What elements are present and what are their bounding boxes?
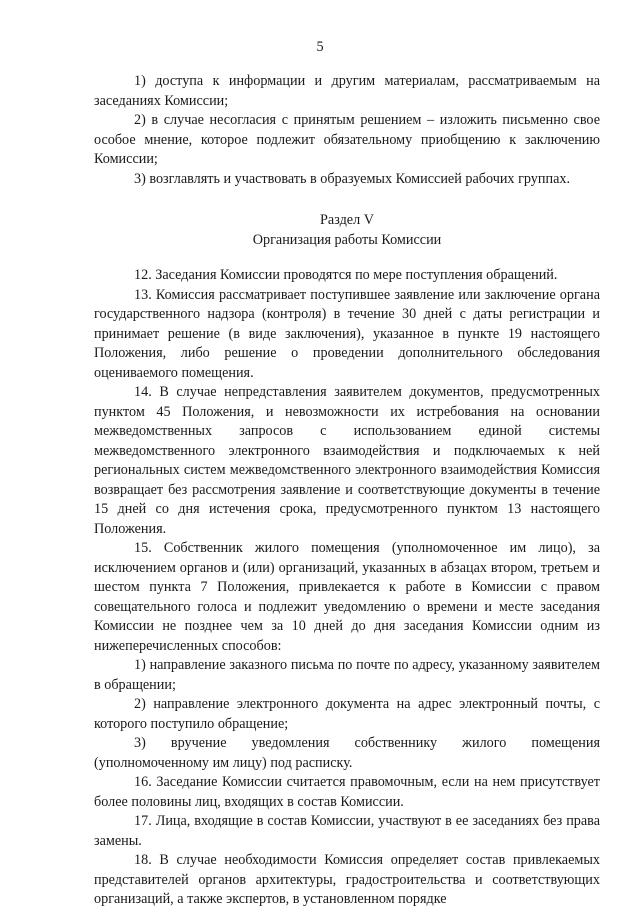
right-item-3: 3) возглавлять и участвовать в образуемых Комиссией рабочих группах. xyxy=(134,170,571,187)
document-body xyxy=(94,72,600,910)
page-number: 5 xyxy=(316,39,324,55)
paragraph-14: 14. В случае непредставления заявителем документов, предусмотренных пунктом 45 Положения, и невозможности их истребования на основании межведомственных запросов с использованием единой системы межведомственного электронного взаимодействия и подключаемых к ней региональных систем межведомственного электронного взаимодействия Комиссия возвращает без рассмотрения заявление и соответствующие документы в течение 15 дней со дня истечения срока, предусмотренного пунктом 13 настоящего Положения. xyxy=(94,384,600,537)
paragraph-13: 13. Комиссия рассматривает поступившее заявление или заключение органа государственного надзора (контроля) в течение 30 дней с даты регистрации и принимает решение (в виде заключения), указанное в пункте 19 настоящего Положения, либо решение о проведении дополнительного обследования оцениваемого помещения. xyxy=(94,286,600,381)
paragraph-15-item-2: 2) направление электронного документа на адрес электронный почты, с которого поступило обращение; xyxy=(94,696,600,732)
paragraph-15-item-3: 3) вручение уведомления собственнику жилого помещения (уполномоченному им лицу) под расписку. xyxy=(94,735,600,771)
paragraph-16: 16. Заседание Комиссии считается правомочным, если на нем присутствует более половины лиц, входящих в состав Комиссии. xyxy=(94,774,600,810)
right-item-2: 2) в случае несогласия с принятым решением – изложить письменно свое особое мнение, которое подлежит обязательному приобщению к заключению Комиссии; xyxy=(94,112,600,167)
paragraph-15: 15. Собственник жилого помещения (уполномоченное им лицо), за исключением органов и (или) организаций, указанных в абзацах втором, третьем и шестом пункта 7 Положения, привлекается к работе в Комиссии с правом совещательного голоса и подлежит уведомлению о времени и месте заседания Комиссии не позднее чем за 10 дней до дня заседания Комиссии одним из нижеперечисленных способов: xyxy=(94,540,600,654)
paragraph-12: 12. Заседания Комиссии проводятся по мере поступления обращений. xyxy=(134,267,558,283)
section-heading xyxy=(94,211,600,250)
paragraph-17: 17. Лица, входящие в состав Комиссии, участвуют в ее заседаниях без права замены. xyxy=(94,813,600,849)
section-subtitle: Организация работы Комиссии xyxy=(252,231,442,248)
paragraph-18: 18. В случае необходимости Комиссия определяет состав привлекаемых представителей органов архитектуры, градостроительства и соответствующих организаций, а также экспертов, в установленном порядке xyxy=(94,852,600,907)
right-item-1: 1) доступа к информации и другим материалам, рассматриваемым на заседаниях Комиссии; xyxy=(94,73,600,109)
section-title: Раздел V xyxy=(320,212,374,228)
paragraph-15-item-1: 1) направление заказного письма по почте по адресу, указанному заявителем в обращении; xyxy=(94,657,600,693)
